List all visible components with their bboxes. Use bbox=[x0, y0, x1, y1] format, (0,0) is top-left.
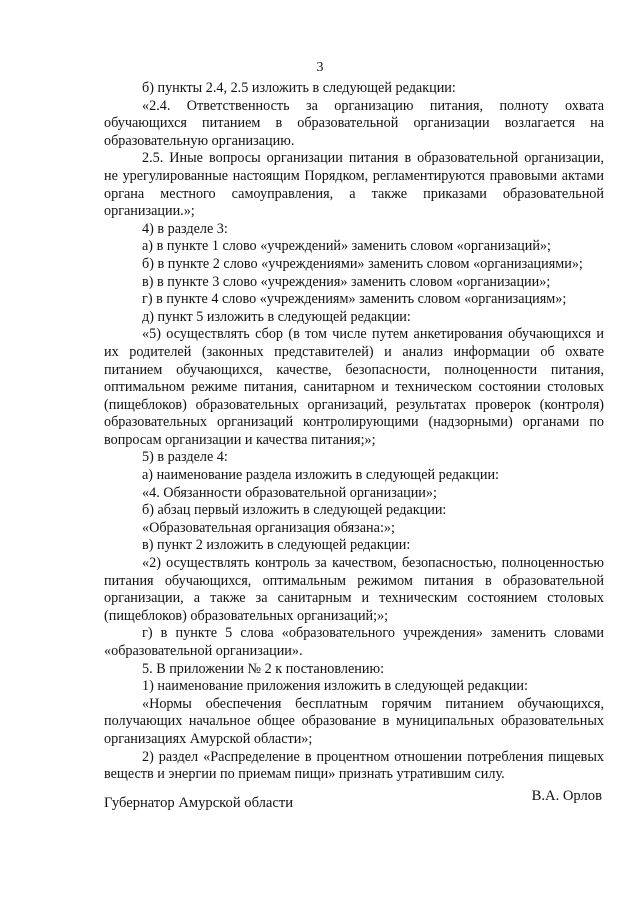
paragraph: «2.4. Ответственность за организацию питания, полноту охвата обучающихся питанием в образовательной организации возлагается на образовательную организацию. bbox=[104, 97, 604, 149]
signature-position: Губернатор Амурской области bbox=[104, 795, 294, 811]
paragraph: «5) осуществлять сбор (в том числе путем анкетирования обучающихся и их родителей (законных представителей) и анализ информации об охвате питанием обучающихся, качестве, безопасности, полноценности питания, оптимальном режиме питания, санитарном и техническом состоянии столовых (пищеблоков) образовательных организаций, результатах проверок (контроля) образовательных организаций контролирующими (надзорными) органами по вопросам организации и качества питания;»; bbox=[104, 326, 604, 448]
paragraph: б) абзац первый изложить в следующей редакции: bbox=[142, 502, 447, 519]
paragraph: 2.5. Иные вопросы организации питания в образовательной организации, не урегулированные настоящим Порядком, регламентируются правовыми актами органа местного самоуправления, а также приказами образовательной организации.»; bbox=[104, 150, 604, 220]
page-number: 3 bbox=[316, 60, 324, 75]
document-body bbox=[104, 80, 604, 784]
paragraph: д) пункт 5 изложить в следующей редакции: bbox=[142, 308, 411, 325]
paragraph: г) в пункте 5 слова «образовательного учреждения» заменить словами «образовательной организации». bbox=[104, 625, 604, 659]
paragraph: 1) наименование приложения изложить в следующей редакции: bbox=[142, 678, 528, 695]
signature-name: В.А. Орлов bbox=[531, 788, 602, 804]
paragraph: «Образовательная организация обязана:»; bbox=[142, 519, 395, 536]
paragraph: «Нормы обеспечения бесплатным горячим питанием обучающихся, получающих начальное общее образование в муниципальных образовательных организациях Амурской области»; bbox=[104, 695, 604, 747]
paragraph: в) пункт 2 изложить в следующей редакции: bbox=[142, 537, 411, 554]
paragraph: «2) осуществлять контроль за качеством, безопасностью, полноценностью питания обучающихся, оптимальным режимом питания в образовательной организации, а также за санитарным и техническим состоянием столовых (пищеблоков) образовательных организаций;»; bbox=[104, 555, 604, 624]
paragraph: 2) раздел «Распределение в процентном отношении потребления пищевых веществ и энергии по приемам пищи» признать утратившим силу. bbox=[104, 748, 604, 783]
paragraph: б) в пункте 2 слово «учреждениями» заменить словом «организациями»; bbox=[142, 255, 583, 272]
paragraph: г) в пункте 4 слово «учреждениям» заменить словом «организациям»; bbox=[142, 291, 567, 308]
paragraph: б) пункты 2.4, 2.5 изложить в следующей редакции: bbox=[142, 80, 456, 96]
paragraph: а) в пункте 1 слово «учреждений» заменить словом «организаций»; bbox=[142, 238, 551, 255]
paragraph: 5) в разделе 4: bbox=[142, 449, 228, 466]
paragraph: а) наименование раздела изложить в следующей редакции: bbox=[142, 467, 499, 484]
paragraph: «4. Обязанности образовательной организации»; bbox=[142, 484, 437, 501]
paragraph: 5. В приложении № 2 к постановлению: bbox=[142, 660, 385, 677]
paragraph: 4) в разделе 3: bbox=[142, 220, 228, 237]
paragraph: в) в пункте 3 слово «учреждения» заменить словом «организации»; bbox=[142, 273, 551, 290]
